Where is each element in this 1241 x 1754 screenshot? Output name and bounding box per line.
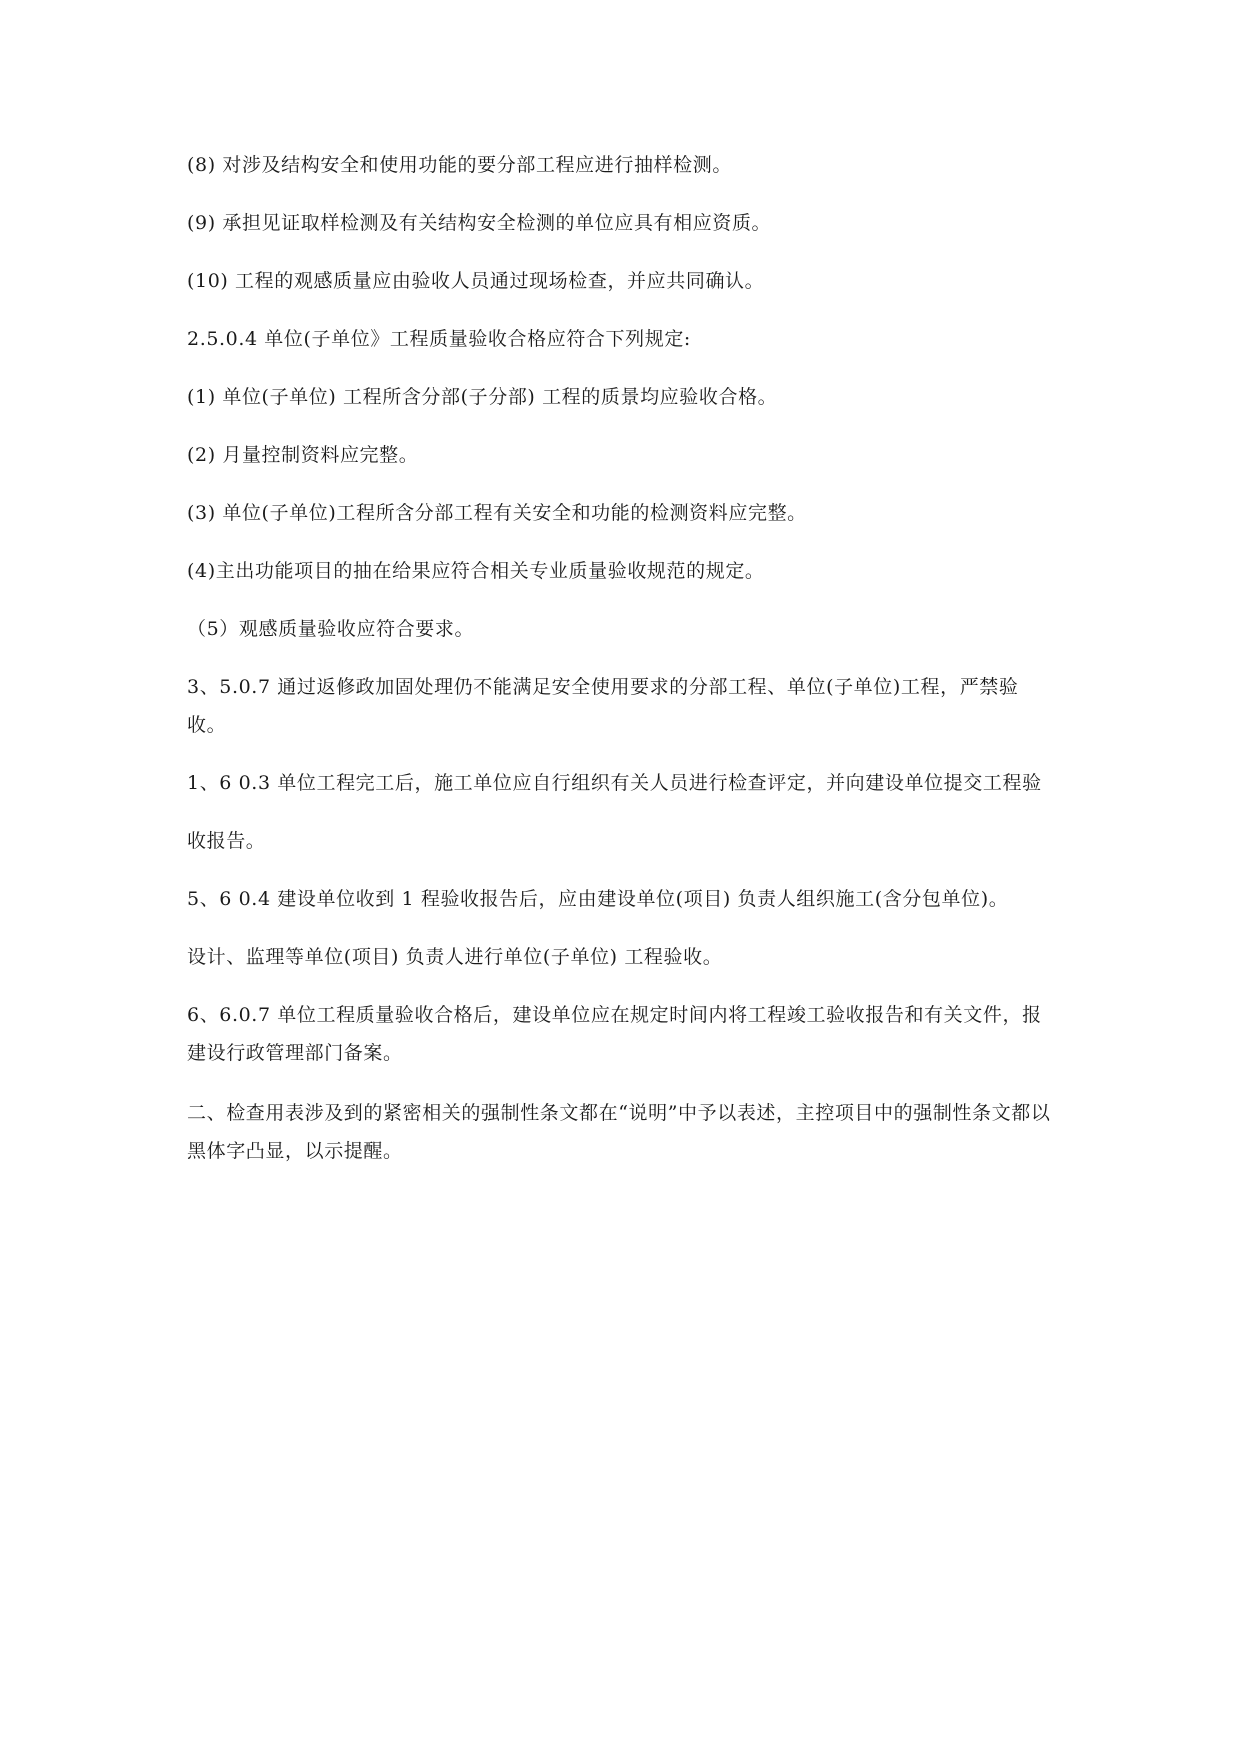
paragraph-section-6-0-3-continued: 收报告。 [187, 830, 266, 852]
paragraph-item-10: (10) 工程的观感质量应由验收人员通过现场检查，并应共同确认。 [187, 270, 765, 292]
paragraph-item-9: (9) 承担见证取样检测及有关结构安全检测的单位应具有相应资质。 [187, 212, 772, 234]
paragraph-item-8: (8) 对涉及结构安全和使用功能的要分部工程应进行抽样检测。 [187, 154, 732, 176]
paragraph-section-6-0-4: 5、6 0.4 建设单位收到 1 程验收报告后，应由建设单位(项目) 负责人组织施工(含分包单位)。 [187, 888, 1009, 910]
paragraph-subitem-3: (3) 单位(子单位)工程所含分部工程有关安全和功能的检测资料应完整。 [187, 502, 807, 524]
paragraph-part-two: 二、检查用表涉及到的紧密相关的强制性条文都在“说明”中予以表述，主控项目中的强制性条文都以黑体字凸显，以示提醒。 [187, 1102, 1051, 1162]
paragraph-section-5-0-7: 3、5.0.7 通过返修政加固处理仍不能满足安全使用要求的分部工程、单位(子单位)工程，严禁验收。 [187, 676, 1019, 736]
paragraph-section-6-0-3: 1、6 0.3 单位工程完工后，施工单位应自行组织有关人员进行检查评定，并向建设单位提交工程验 [187, 772, 1042, 794]
paragraph-subitem-2: (2) 月量控制资料应完整。 [187, 444, 419, 466]
paragraph-subitem-5: （5）观感质量验收应符合要求。 [187, 618, 475, 640]
paragraph-subitem-1: (1) 单位(子单位) 工程所含分部(子分部) 工程的质景均应验收合格。 [187, 386, 778, 408]
paragraph-subitem-4: (4)主出功能项目的抽在给果应符合相关专业质量验收规范的规定。 [187, 560, 765, 582]
paragraph-section-6-0-7: 6、6.0.7 单位工程质量验收合格后，建设单位应在规定时间内将工程竣工验收报告和有关文件，报建设行政管理部门备案。 [187, 1004, 1042, 1064]
paragraph-section-2-5-0-4: 2.5.0.4 单位(子单位》工程质量验收合格应符合下列规定: [187, 328, 691, 350]
paragraph-section-6-0-4-continued: 设计、监理等单位(项目) 负责人进行单位(子单位) 工程验收。 [187, 946, 723, 968]
document-body [187, 146, 1057, 1170]
